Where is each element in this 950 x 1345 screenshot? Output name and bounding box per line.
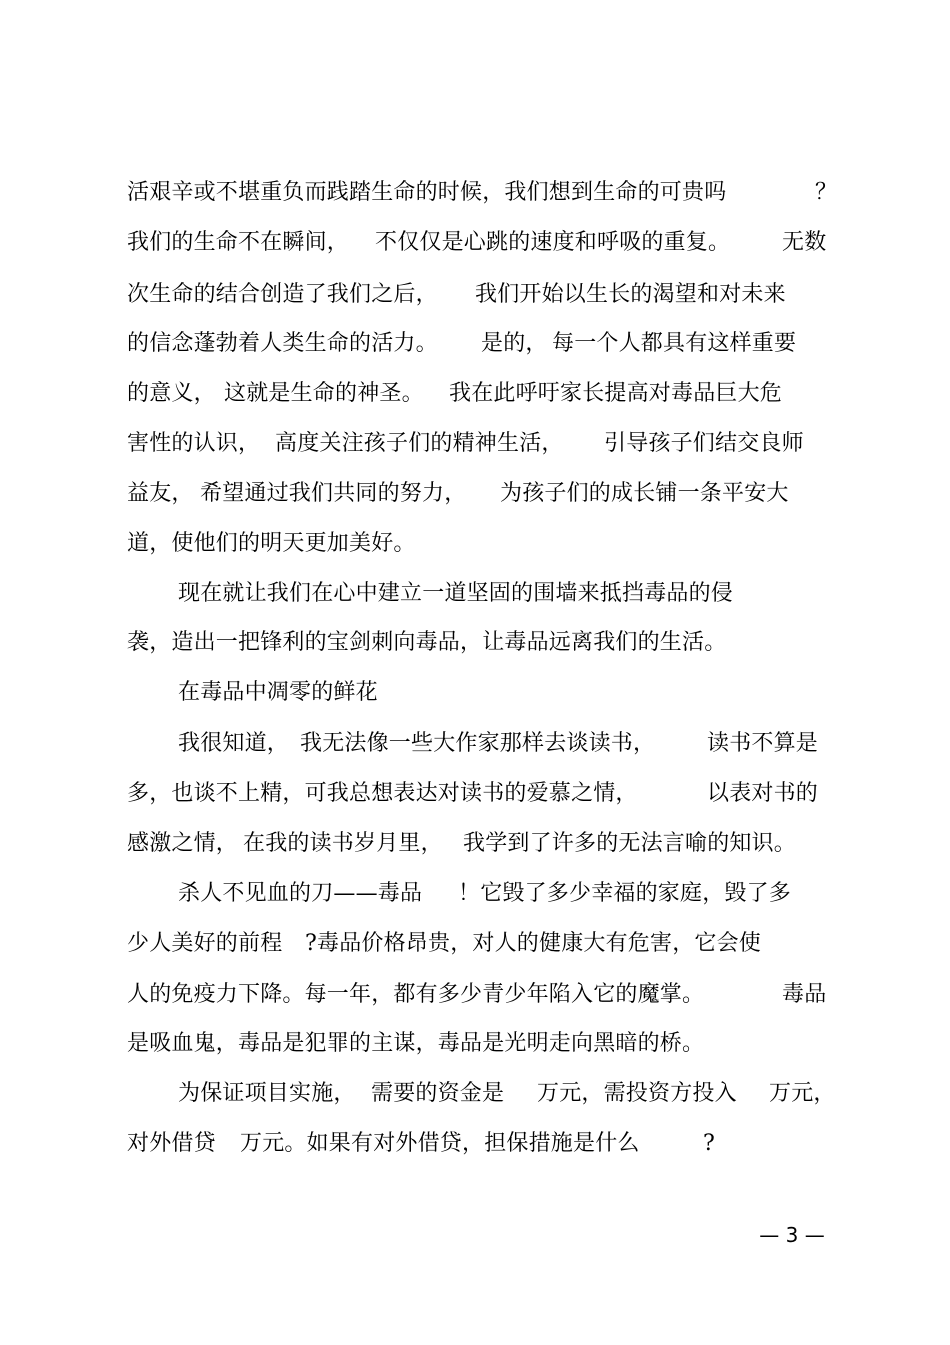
text-segment: 是吸血鬼，毒品是犯罪的主谋，毒品是光明走向黑暗的桥。 xyxy=(127,1031,705,1056)
text-segment: 我们的生命不在瞬间， xyxy=(127,230,350,255)
text-segment: 我无法像一些大作家那样去谈读书， xyxy=(300,731,656,756)
text-line xyxy=(127,980,827,1010)
text-segment: 现在就让我们在心中建立一道坚固的围墙来抵挡毒品的侵 xyxy=(178,581,734,606)
text-segment: 是的， xyxy=(481,331,548,356)
text-segment: 我学到了许多的无法言喻的知识。 xyxy=(463,831,797,856)
text-line xyxy=(127,929,761,959)
text-segment: ?毒品价格昂贵，对人的健康大有危害，它会使 xyxy=(305,931,761,956)
text-line xyxy=(127,579,734,609)
text-segment: 毒品 xyxy=(782,982,827,1007)
text-segment: 读书不算是 xyxy=(707,731,819,756)
text-segment: 我很知道， xyxy=(178,731,290,756)
text-line xyxy=(127,1079,836,1109)
text-segment: 高度关注孩子们的精神生活， xyxy=(275,431,564,456)
text-segment: 少人美好的前程 xyxy=(127,931,283,956)
text-segment: 万元。如果有对外借贷，担保措施是什么 xyxy=(240,1131,640,1156)
text-segment: 以表对书的 xyxy=(707,781,819,806)
text-segment: 的信念蓬勃着人类生命的活力。 xyxy=(127,331,438,356)
text-segment: 这就是生命的神圣。 xyxy=(224,381,424,406)
text-segment: ？ xyxy=(815,180,838,205)
text-line xyxy=(127,729,819,759)
text-line xyxy=(127,628,727,658)
text-segment: 不仅仅是心跳的速度和呼吸的重复。 xyxy=(375,230,731,255)
text-segment: 希望通过我们共同的努力， xyxy=(200,481,467,506)
text-line xyxy=(127,1129,715,1159)
text-segment: 多，也谈不上精，可我总想表达对读书的爱慕之情， xyxy=(127,781,638,806)
text-line xyxy=(127,1029,705,1059)
text-segment: 次生命的结合创造了我们之后， xyxy=(127,282,438,307)
text-segment: 袭，造出一把锋利的宝剑刺向毒品，让毒品远离我们的生活。 xyxy=(127,630,727,655)
text-segment: 对外借贷 xyxy=(127,1131,216,1156)
text-segment: 万元，需投资方投入 xyxy=(537,1081,737,1106)
text-segment: 为孩子们的成长铺一条平安大 xyxy=(500,481,789,506)
text-line xyxy=(127,879,792,909)
text-line xyxy=(127,529,416,559)
text-line xyxy=(127,829,797,859)
text-segment: 在毒品中凋零的鲜花 xyxy=(178,680,378,705)
text-segment: 益友， xyxy=(127,481,194,506)
text-segment: ！它毁了多少幸福的家庭，毁了多 xyxy=(458,881,792,906)
text-line xyxy=(127,779,819,809)
text-segment: 道，使他们的明天更加美好。 xyxy=(127,531,416,556)
text-line xyxy=(127,280,786,310)
text-segment: ? xyxy=(703,1131,715,1156)
text-segment: 每一个人都具有这样重要 xyxy=(552,331,797,356)
text-segment: 感激之情， xyxy=(127,831,239,856)
text-line xyxy=(127,178,838,208)
text-segment: 需要的资金是 xyxy=(371,1081,505,1106)
text-segment: 在我的读书岁月里， xyxy=(243,831,443,856)
text-segment: 引导孩子们结交良师 xyxy=(604,431,804,456)
text-line xyxy=(127,379,783,409)
text-line xyxy=(127,329,797,359)
text-segment: 为保证项目实施， xyxy=(178,1081,356,1106)
text-segment: 的意义， xyxy=(127,381,216,406)
text-segment: 杀人不见血的刀——毒品 xyxy=(178,881,423,906)
text-segment: 我在此呼吁家长提高对毒品巨大危 xyxy=(449,381,783,406)
text-segment: 我们开始以生长的渴望和对未来 xyxy=(475,282,786,307)
text-line xyxy=(127,228,827,258)
text-segment: 活艰辛或不堪重负而践踏生命的时候，我们想到生命的可贵吗 xyxy=(127,180,727,205)
text-line xyxy=(127,429,804,459)
text-segment: 无数 xyxy=(782,230,827,255)
page-number: — 3 — xyxy=(759,1223,825,1247)
text-line xyxy=(127,479,789,509)
text-segment: 万元， xyxy=(769,1081,836,1106)
text-segment: 害性的认识， xyxy=(127,431,261,456)
section-title xyxy=(127,678,378,708)
text-segment: 人的免疫力下降。每一年，都有多少青少年陷入它的魔掌。 xyxy=(127,982,705,1007)
